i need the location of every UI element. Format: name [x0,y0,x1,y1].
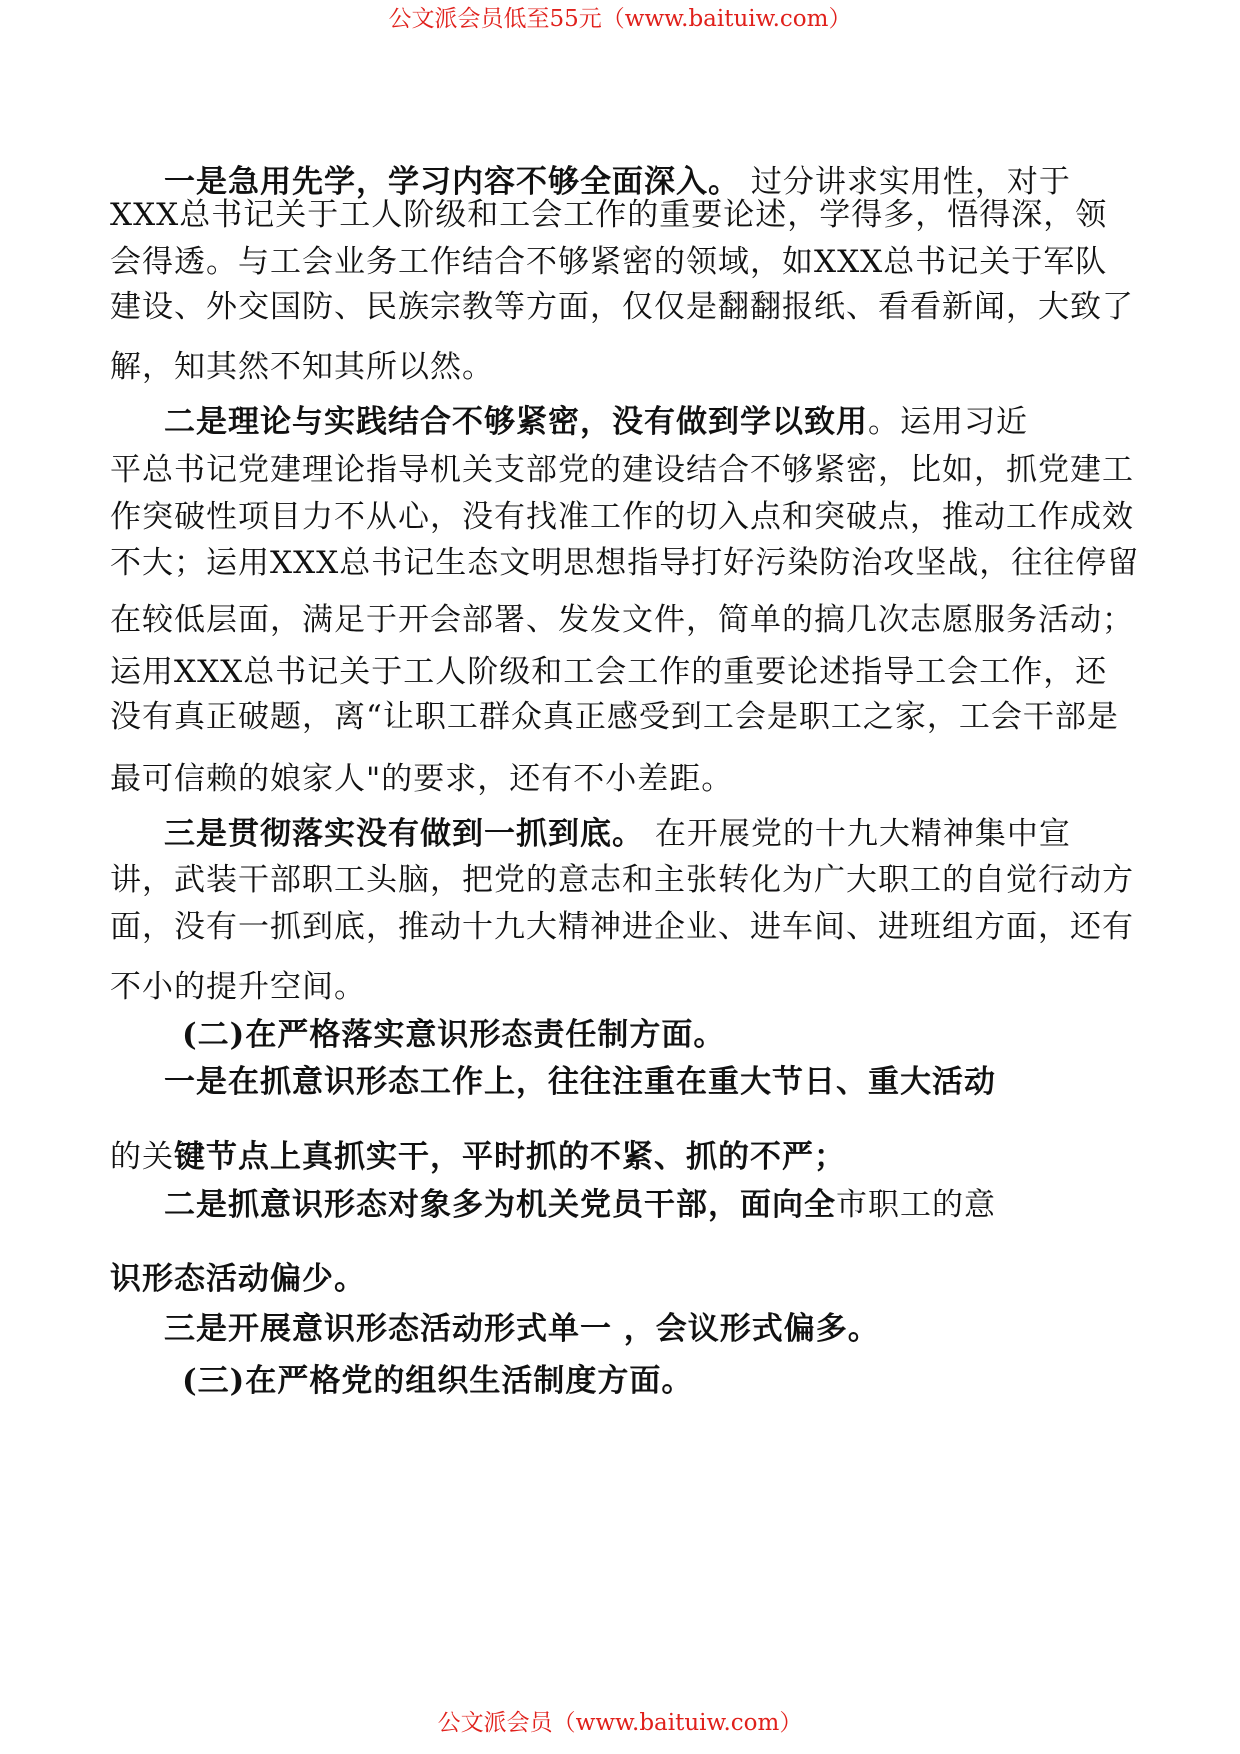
text-run: 解，知其然不知其所以然。 [110,349,494,385]
text-run: 一是在抓意识形态工作上，往往注重在重大节日、重大活动 [164,1064,996,1100]
text-run: 识形态活动偏少。 [110,1261,366,1297]
text-run: 在开展党的十九大精神集中宣 [644,816,1071,852]
text-line [164,402,1028,442]
text-run: 讲，武装干部职工头脑，把党的意志和主张转化为广大职工的自觉行动方 [110,862,1134,898]
text-line [164,1309,880,1349]
text-run: 一是急用先学，学习内容不够全面深入。 [164,164,740,200]
text-run: 面，没有一抓到底，推动十九大精神进企业、进车间、进班组方面，还有 [110,909,1134,945]
text-run: 。运用习近 [868,404,1028,440]
text-line [110,759,733,799]
text-run: 市职工的意 [836,1187,996,1223]
text-line [110,600,1134,640]
text-line [164,1062,996,1102]
footer-banner: 公文派会员（www.baituiw.com） [437,1710,803,1736]
text-run: 运用XXX总书记关于工人阶级和工会工作的重要论述指导工会工作，还 [110,654,1108,690]
text-run: 键节点上真抓实干，平时抓的不紧、抓的不严； [174,1139,846,1175]
text-run: 建设、外交国防、民族宗教等方面，仅仅是翻翻报纸、看看新闻，大致了 [110,289,1134,325]
section-heading [182,1361,693,1401]
text-run: 三是开展意识形态活动形式单一 ，会议形式偏多。 [164,1311,880,1347]
text-line [110,652,1107,692]
text-line [110,543,1139,583]
text-run: 作突破性项目力不从心，没有找准工作的切入点和突破点，推动工作成效 [110,499,1134,535]
text-line [164,814,1071,854]
text-run: 三是贯彻落实没有做到一抓到底。 [164,816,644,852]
text-line [164,1185,996,1225]
text-line [110,697,1119,737]
text-line [110,347,494,387]
text-run: XXX总书记关于工人阶级和工会工作的重要论述，学得多，悟得深，领 [110,197,1108,233]
text-line [110,195,1107,235]
text-run: 在较低层面，满足于开会部署、发发文件，简单的搞几次志愿服务活动； [110,602,1134,638]
text-line [110,967,366,1007]
text-line [110,242,1107,282]
text-run: 最可信赖的娘家人"的要求，还有不小差距。 [110,761,734,797]
section-heading [182,1015,725,1055]
text-line [110,1259,366,1299]
text-run: 会得透。与工会业务工作结合不够紧密的领域，如XXX总书记关于军队 [110,244,1108,280]
text-run: 不大；运用XXX总书记生态文明思想指导打好污染防治攻坚战，往往停留 [110,545,1140,581]
text-line [110,287,1134,327]
text-run: 二是理论与实践结合不够紧密，没有做到学以致用 [164,404,868,440]
text-run: 不小的提升空间。 [110,969,366,1005]
text-line [110,497,1134,537]
text-line [110,860,1134,900]
text-line [110,907,1134,947]
text-run: 过分讲求实用性，对于 [740,164,1071,200]
text-run: (二)在严格落实意识形态责任制方面。 [182,1017,726,1053]
text-run: 的关 [110,1139,174,1175]
text-line [110,1137,846,1177]
text-run: 平总书记党建理论指导机关支部党的建设结合不够紧密，比如，抓党建工 [110,452,1134,488]
text-run: (三)在严格党的组织生活制度方面。 [182,1363,694,1399]
header-banner: 公文派会员低至55元（www.baituiw.com） [388,6,852,32]
text-run: 二是抓意识形态对象多为机关党员干部，面向全 [164,1187,836,1223]
text-run: 没有真正破题，离“让职工群众真正感受到工会是职工之家，工会干部是 [110,699,1119,735]
text-line [110,450,1134,490]
